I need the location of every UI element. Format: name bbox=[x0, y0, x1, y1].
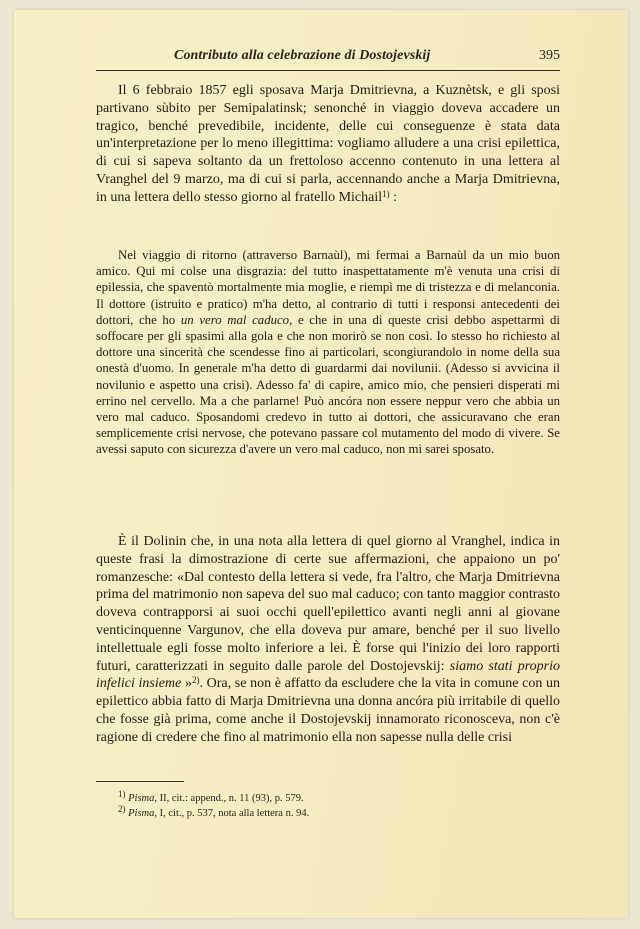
block-quote: Nel viaggio di ritorno (attraverso Barnaùl), mi fermai a Barnaùl da un mio buon amico. Qui mi colse una disgrazia: del tutto inaspettatamente m'è venuta una crisi di epilessia, che spaventò mortalmente mia moglie, e riempì me di tristezza e di melanconia. Il dottore (istruito e pratico) m'ha detto, al contrario di tutti i responsi antecedenti dei dottori, che ho un vero mal caduco, e che in una di queste crisi debbo aspettarmi di soffocare per gli spasimi alla gola e che non morirò se non così. Io stesso ho richiesto al dottore una sincerità che scendesse fino ai particolari, scongiurandolo in nome della sua onestà d'uomo. In generale m'ha detto di guardarmi dai novilunii. (Adesso si avvicina il novilunio e aspetto una crisi). Adesso fa' di capire, amico mio, che pensieri disperati mi errino nel cervello. Ma a che parlarne! Può ancóra non essere neppur vero che abbia un vero mal caduco. Sposandomi credevo in tutto ai dottori, che assicuravano che eran semplicemente crisi nervose, che potevano passare col mutamento del modo di vivere. Se avessi saputo con sicurezza d'avere un vero mal caduco, non mi sarei sposato. bbox=[96, 248, 560, 457]
running-title: Contributo alla celebrazione di Dostojevskij bbox=[174, 48, 431, 63]
footnote-1: $^{1)}$ Pisma, II, cit.: append., n. 11 (93), p. 579. bbox=[118, 789, 304, 804]
header-rule bbox=[96, 70, 560, 71]
page-header bbox=[174, 48, 560, 68]
quote-italic-phrase: un vero mal caduco bbox=[180, 312, 290, 327]
footnote-ref-2: 2) bbox=[191, 675, 200, 686]
footnotes bbox=[118, 791, 548, 821]
footnote-2: $^{2)}$ Pisma, I, cit., p. 537, nota alla lettera n. 94. bbox=[118, 804, 310, 819]
page-number: 395 bbox=[539, 48, 560, 63]
footnote-ref-1: 1) bbox=[382, 188, 390, 199]
paragraph-2: È il Dolinin che, in una nota alla lettera di quel giorno al Vranghel, indica in queste frasi la dimostrazione di certe sue affermazioni, che appaiono un po' romanzesche: «Dal contesto della lettera si vede, fra l'altro, che Marja Dmitrievna prima del matrimonio non sapeva del suo mal caduco; con tanto maggior contrasto doveva contrapporsi ai suoi occhi quell'epilettico avanti negli anni al giovane venticinquenne Vargunov, che ella doveva pur amare, benché per il suo livello intellettuale egli fosse molto inferiore a lei. È forse qui l'inizio dei loro rapporti futuri, caratterizzati in seguito dalle parole del Dostojevskij: siamo stati proprio infelici insieme »$^{2)}$. Ora, se non è affatto da escludere che la vita in comune con un epilettico abbia fatto di Marja Dmitrievna una donna ancóra più irritabile di quello che fosse già prima, come anche il Dostojevskij innamorato riconosceva, non c'è ragione di credere che fino al matrimonio ella non sapesse nulla delle crisi bbox=[96, 534, 560, 745]
book-page bbox=[14, 10, 628, 918]
paragraph-1: Il 6 febbraio 1857 egli sposava Marja Dmitrievna, a Kuznètsk, e gli sposi partivano sùbito per Semipalatinsk; senonché in viaggio doveva accadere un tragico, benché prevedibile, incidente, delle cui conseguenze è stata data un'interpretazione per lo meno illegittima: vogliamo alludere a una crisi epilettica, di cui si sapeva soltanto da un frettoloso accenno contenuto in una lettera al Vranghel del 9 marzo, ma di cui si parla, accennando anche a Marja Dmitrievna, in una lettera dello stesso giorno al fratello Michail$^{1)}$ : bbox=[96, 83, 560, 205]
paragraph-italic-phrase: siamo stati proprio infelici insieme bbox=[96, 658, 560, 692]
footnote-rule bbox=[96, 781, 184, 782]
